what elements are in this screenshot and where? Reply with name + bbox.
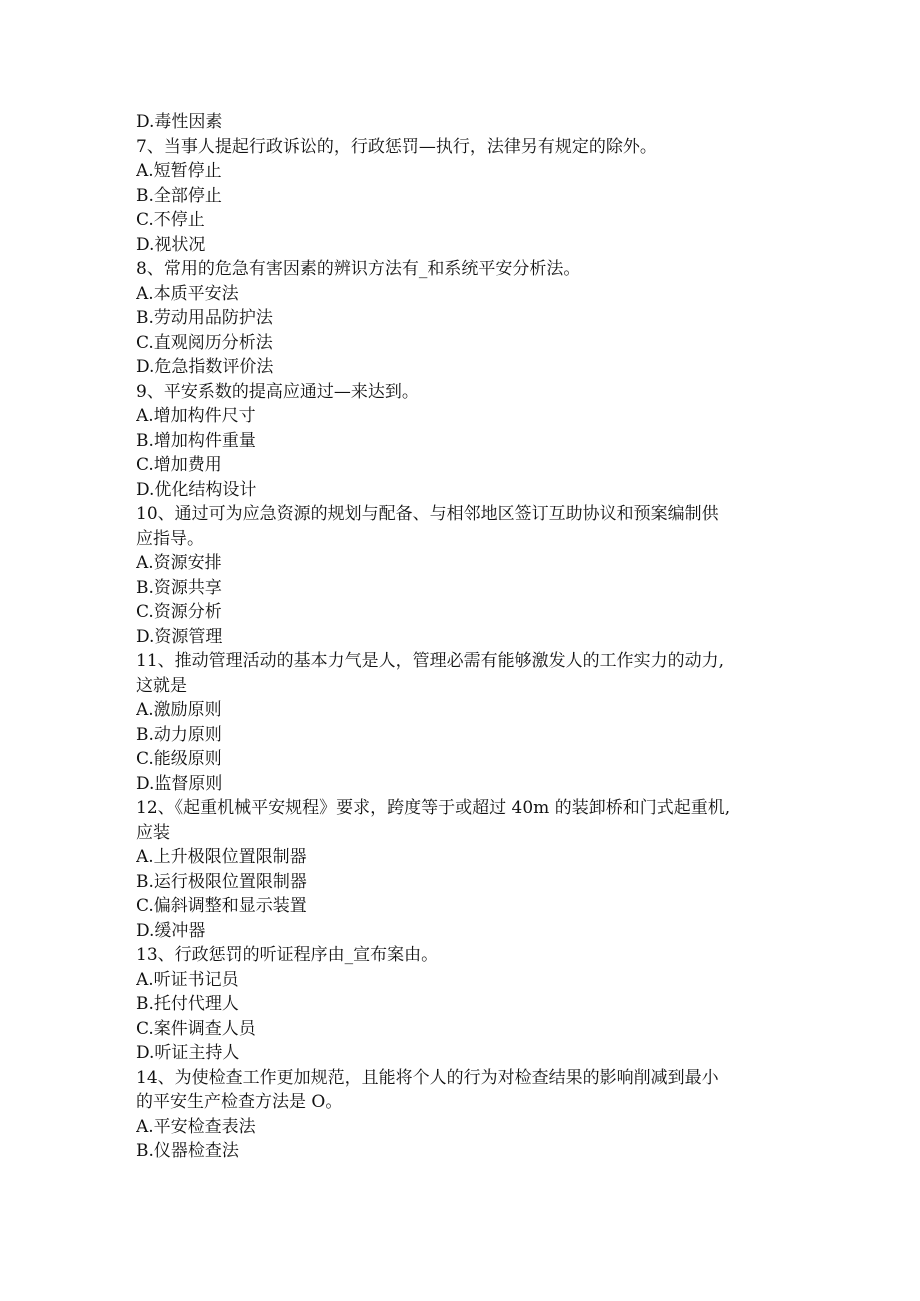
leading-option: D.毒性因素 xyxy=(136,112,223,132)
answer-option: A.短暂停止 xyxy=(136,161,222,181)
answer-option: D.资源管理 xyxy=(136,626,223,647)
answer-option: B.全部停止 xyxy=(136,185,222,206)
answer-option: B.托付代理人 xyxy=(136,994,239,1014)
question-block xyxy=(136,796,786,943)
question-block xyxy=(136,1066,786,1164)
answer-option: A.激励原则 xyxy=(136,700,222,720)
question-block xyxy=(136,257,786,380)
question-text: 应装 xyxy=(136,822,170,843)
question-text: 应指导。 xyxy=(136,528,204,549)
answer-option: A.上升极限位置限制器 xyxy=(136,847,307,867)
answer-option: B.仪器检查法 xyxy=(136,1141,239,1161)
question-block xyxy=(136,135,786,258)
answer-option: A.本质平安法 xyxy=(136,283,239,304)
question-block xyxy=(136,943,786,1066)
answer-option: D.监督原则 xyxy=(136,773,223,794)
question-list xyxy=(136,135,786,1164)
answer-option: B.资源共享 xyxy=(136,577,222,598)
question-text: 9、平安系数的提高应通过—来达到。 xyxy=(136,381,419,402)
answer-option: D.听证主持人 xyxy=(136,1043,240,1063)
answer-option: C.增加费用 xyxy=(136,455,222,475)
question-text: 11、推动管理活动的基本力气是人，管理必需有能够激发人的工作实力的动力, xyxy=(136,651,725,671)
answer-option: A.增加构件尺寸 xyxy=(136,406,256,426)
answer-option: C.能级原则 xyxy=(136,749,222,769)
question-text: 7、当事人提起行政诉讼的，行政惩罚—执行，法律另有规定的除外。 xyxy=(136,136,657,157)
question-text: 10、通过可为应急资源的规划与配备、与相邻地区签订互助协议和预案编制供 xyxy=(136,504,719,524)
question-block xyxy=(136,380,786,503)
answer-option: C.不停止 xyxy=(136,210,205,230)
answer-option: D.优化结构设计 xyxy=(136,479,257,500)
answer-option: C.资源分析 xyxy=(136,602,222,622)
answer-option: D.危急指数评价法 xyxy=(136,357,274,377)
answer-option: C.直观阅历分析法 xyxy=(136,332,273,353)
answer-option: A.资源安排 xyxy=(136,553,222,573)
question-block xyxy=(136,502,786,649)
question-text: 这就是 xyxy=(136,675,187,696)
question-text: 的平安生产检查方法是 O。 xyxy=(136,1092,343,1112)
answer-option: D.缓冲器 xyxy=(136,920,206,941)
answer-option: A.平安检查表法 xyxy=(136,1116,256,1137)
document-body xyxy=(136,110,786,1164)
answer-option: B.劳动用品防护法 xyxy=(136,308,273,328)
question-block xyxy=(136,649,786,796)
answer-option: A.听证书记员 xyxy=(136,969,239,990)
answer-option: D.视状况 xyxy=(136,234,206,255)
answer-option: B.运行极限位置限制器 xyxy=(136,871,307,892)
question-text: 13、行政惩罚的听证程序由_宣布案由。 xyxy=(136,945,439,965)
answer-option: B.动力原则 xyxy=(136,724,222,745)
question-text: 12、《起重机械平安规程》要求，跨度等于或超过 40m 的装卸桥和门式起重机, xyxy=(136,798,731,818)
answer-option: C.案件调查人员 xyxy=(136,1018,256,1039)
answer-option: B.增加构件重量 xyxy=(136,430,256,451)
question-text: 8、常用的危急有害因素的辨识方法有_和系统平安分析法。 xyxy=(136,259,581,279)
answer-option: C.偏斜调整和显示装置 xyxy=(136,896,307,916)
question-text: 14、为使检查工作更加规范，且能将个人的行为对检查结果的影响削减到最小 xyxy=(136,1067,719,1088)
